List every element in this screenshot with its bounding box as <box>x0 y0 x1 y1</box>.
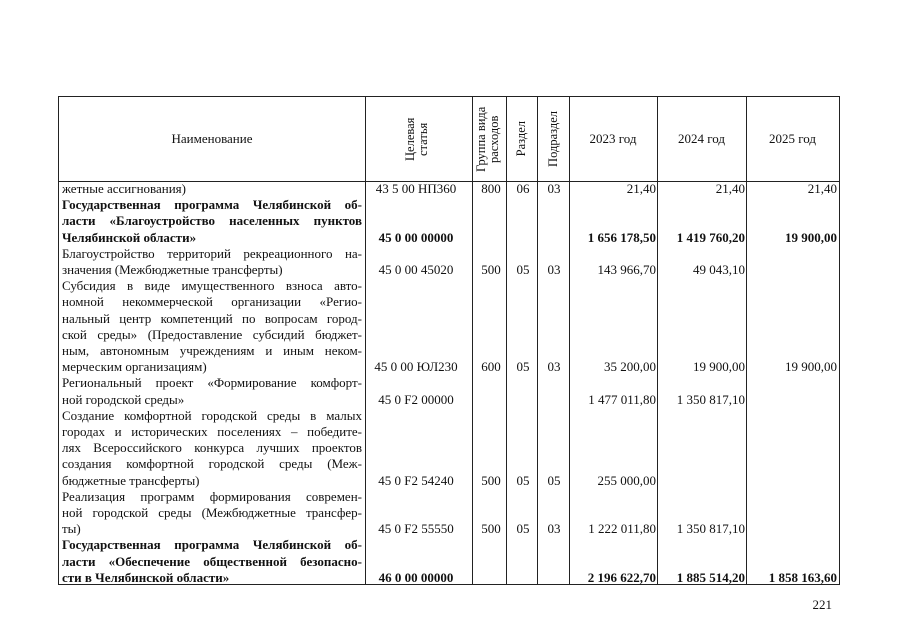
row-group: 500 <box>481 261 501 277</box>
row-section: 05 <box>516 261 530 277</box>
row-name-line: ной городской среды» <box>62 391 185 407</box>
row-value-2024: 49 043,10 <box>693 261 745 277</box>
row-name-line: ной городской среды (Межбюджетные трансфер- <box>62 504 362 520</box>
row-name-line: лях Всероссийского конкурса лучших проектов <box>62 440 362 456</box>
row-value-2024: 21,40 <box>715 181 745 196</box>
row-section: 05 <box>516 359 530 375</box>
row-code: 45 0 00 00000 <box>378 229 454 245</box>
table-row <box>59 375 841 407</box>
header-code <box>365 97 472 181</box>
row-group: 500 <box>481 472 501 488</box>
header-2025 <box>746 97 839 181</box>
table-row <box>59 246 841 278</box>
row-code: 45 0 00 ЮЛ230 <box>374 359 458 375</box>
row-value-2023: 1 656 178,50 <box>587 229 656 245</box>
row-code: 45 0 F2 54240 <box>378 472 454 488</box>
header-2023 <box>569 97 657 181</box>
table-row <box>59 537 841 586</box>
row-name-line: Государственная программа Челябинской об- <box>62 537 362 553</box>
row-value-2023: 21,40 <box>626 181 656 196</box>
page-number: 221 <box>812 597 832 612</box>
row-name-line: ты) <box>62 521 81 537</box>
row-name-line: городах и исторических поселениях – победите- <box>62 423 362 439</box>
row-value-2025: 19 900,00 <box>785 229 837 245</box>
header-2024 <box>657 97 746 181</box>
row-value-2023: 255 000,00 <box>597 472 656 488</box>
header-subsection-label: Подраздел <box>545 111 560 167</box>
row-name-line: ласти «Обеспечение общественной безопасно- <box>62 553 362 569</box>
row-value-2024: 1 419 760,20 <box>676 229 745 245</box>
header-name-label: Наименование <box>171 131 253 146</box>
row-value-2024: 1 350 817,10 <box>676 391 745 407</box>
row-name-line: Реализация программ формирования современ- <box>62 488 362 504</box>
table-row <box>59 489 841 538</box>
header-group-label: Группа вида расходов <box>474 106 501 172</box>
row-name-line: сти в Челябинской области» <box>62 569 230 585</box>
budget-table <box>58 96 840 585</box>
row-group: 800 <box>481 181 501 196</box>
row-value-2025: 19 900,00 <box>785 359 837 375</box>
row-code: 45 0 00 45020 <box>378 261 454 277</box>
header-2025-label: 2025 год <box>769 131 816 146</box>
row-name <box>62 375 362 407</box>
row-name-line: ской среды» (Предоставление субсидий бюджет- <box>62 326 362 342</box>
row-name <box>62 489 362 538</box>
row-value-2024: 1 885 514,20 <box>676 569 745 585</box>
row-name-line: бюджетные трансферты) <box>62 472 200 488</box>
row-value-2023: 1 222 011,80 <box>588 521 656 537</box>
row-name-line: Челябинской области» <box>62 229 197 245</box>
row-value-2025: 21,40 <box>807 181 837 196</box>
header-group <box>472 97 506 181</box>
row-code: 43 5 00 НП360 <box>375 181 457 196</box>
table-row <box>59 181 841 197</box>
row-name <box>62 246 362 278</box>
row-name-line: Государственная программа Челябинской об- <box>62 197 362 213</box>
row-value-2024: 1 350 817,10 <box>676 521 745 537</box>
row-name-line: создания комфортной городской среды (Меж- <box>62 456 362 472</box>
row-group: 600 <box>481 359 501 375</box>
row-name <box>62 181 362 197</box>
row-name-line: значения (Межбюджетные трансферты) <box>62 261 283 277</box>
row-group: 500 <box>481 521 501 537</box>
row-value-2023: 2 196 622,70 <box>587 569 656 585</box>
row-section: 05 <box>516 521 530 537</box>
row-value-2023: 1 477 011,80 <box>588 391 656 407</box>
row-value-2023: 143 966,70 <box>597 261 656 277</box>
row-code: 46 0 00 00000 <box>378 569 454 585</box>
row-name-line: мерческим организациям) <box>62 359 207 375</box>
row-code: 45 0 F2 00000 <box>378 391 454 407</box>
row-subsection: 03 <box>547 359 561 375</box>
row-name-line: жетные ассигнования) <box>62 181 186 196</box>
row-value-2023: 35 200,00 <box>604 359 656 375</box>
row-name-line: нальный центр компетенций по вопросам город- <box>62 310 362 326</box>
header-2023-label: 2023 год <box>589 131 637 146</box>
row-name <box>62 197 362 246</box>
header-section <box>506 97 537 181</box>
row-section: 05 <box>516 472 530 488</box>
header-2024-label: 2024 год <box>678 131 725 146</box>
header-code-label: Целевая статья <box>402 117 430 161</box>
row-name <box>62 537 362 586</box>
row-name <box>62 278 362 375</box>
row-subsection: 03 <box>547 261 561 277</box>
row-value-2024: 19 900,00 <box>693 359 745 375</box>
row-name-line: ласти «Благоустройство населенных пунктов <box>62 213 362 229</box>
row-name-line: ным, автономным учреждениям и иным неком- <box>62 342 362 358</box>
header-section-label: Раздел <box>514 121 528 157</box>
row-subsection: 03 <box>547 181 561 196</box>
row-name-line: Создание комфортной городской среды в малых <box>62 407 362 423</box>
table-row <box>59 278 841 375</box>
row-subsection: 05 <box>547 472 561 488</box>
row-subsection: 03 <box>547 521 561 537</box>
row-name-line: номной некоммерческой организации «Регио- <box>62 294 362 310</box>
row-section: 06 <box>516 181 530 196</box>
row-name-line: Благоустройство территорий рекреационного на- <box>62 245 362 261</box>
table-row <box>59 408 841 489</box>
row-name-line: Региональный проект «Формирование комфорт- <box>62 375 362 391</box>
header-subsection <box>537 97 569 181</box>
row-name-line: Субсидия в виде имущественного взноса авто- <box>62 278 362 294</box>
row-code: 45 0 F2 55550 <box>378 521 454 537</box>
header-name <box>59 97 365 181</box>
row-name <box>62 408 362 489</box>
table-row <box>59 197 841 246</box>
row-value-2025: 1 858 163,60 <box>768 569 837 585</box>
